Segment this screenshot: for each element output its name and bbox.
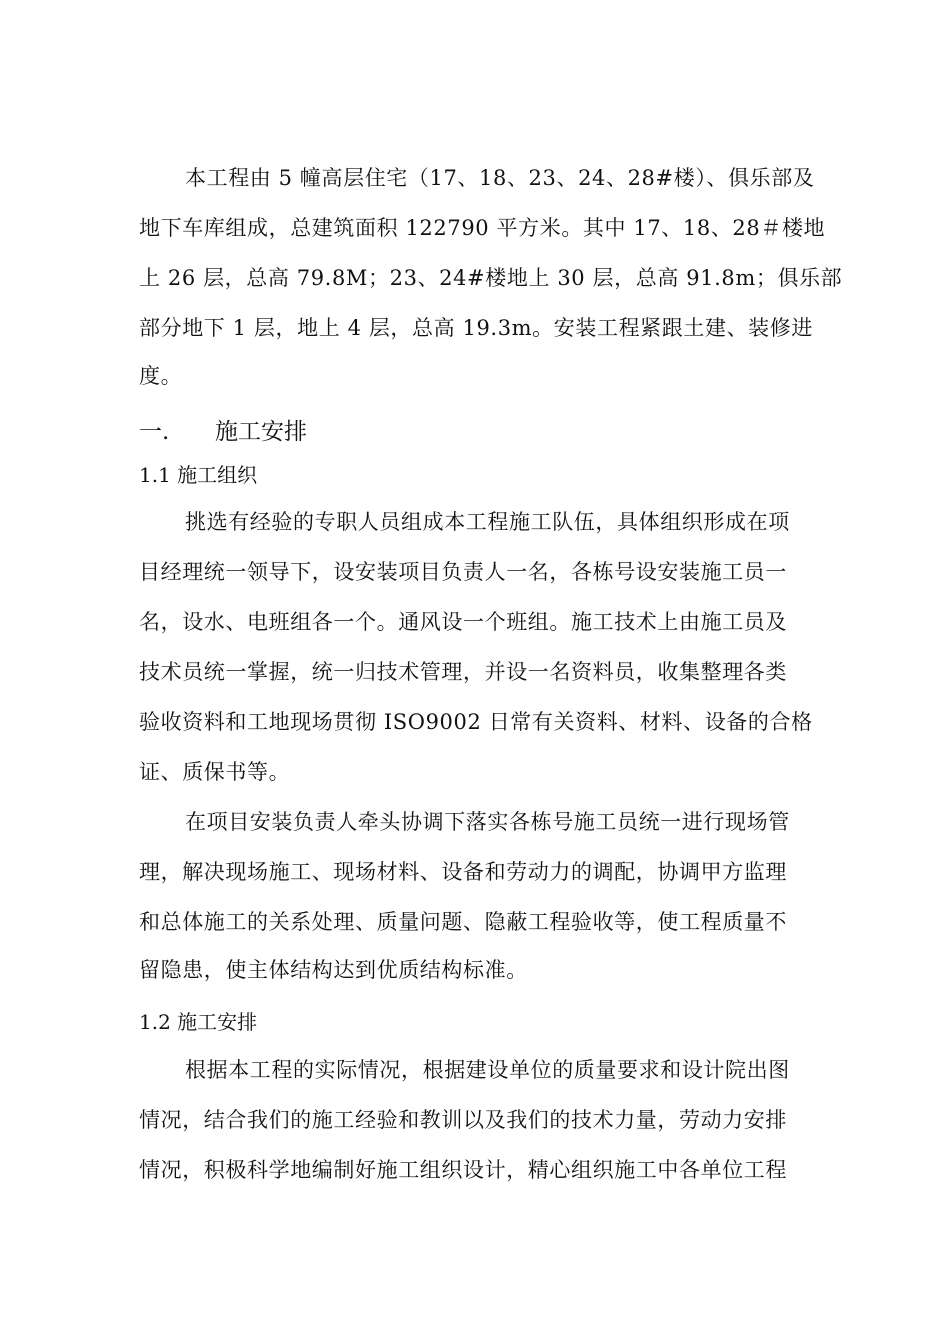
s11-p1-line-4: 技术员统一掌握，统一归技术管理，并设一名资料员，收集整理各类 — [139, 660, 787, 684]
s12-p1-line-3: 情况，积极科学地编制好施工组织设计，精心组织施工中各单位工程 — [139, 1158, 787, 1182]
s11-p2-line-4: 留隐患，使主体结构达到优质结构标准。 — [139, 958, 528, 982]
intro-line-1: 本工程由 5 幢高层住宅（17、18、23、24、28#楼）、俱乐部及 — [185, 166, 815, 190]
s11-p2-line-2: 理，解决现场施工、现场材料、设备和劳动力的调配，协调甲方监理 — [139, 860, 787, 884]
intro-line-5: 度。 — [139, 364, 183, 388]
intro-line-3: 上 26 层，总高 79.8M；23、24#楼地上 30 层，总高 91.8m；俱乐部 — [139, 266, 843, 290]
section-heading-1 — [139, 416, 307, 448]
s11-p1-line-3: 名，设水、电班组各一个。通风设一个班组。施工技术上由施工员及 — [139, 610, 787, 634]
section-title: 施工安排 — [215, 419, 307, 445]
s11-p1-line-5: 验收资料和工地现场贯彻 ISO9002 日常有关资料、材料、设备的合格 — [139, 710, 813, 734]
subsection-heading-1-1: 1.1 施工组织 — [139, 463, 258, 487]
s11-p2-line-1: 在项目安装负责人牵头协调下落实各栋号施工员统一进行现场管 — [185, 810, 790, 834]
s11-p1-line-1: 挑选有经验的专职人员组成本工程施工队伍，具体组织形成在项 — [185, 510, 790, 534]
s12-p1-line-1: 根据本工程的实际情况，根据建设单位的质量要求和设计院出图 — [185, 1058, 790, 1082]
s11-p1-line-6: 证、质保书等。 — [139, 760, 291, 784]
s11-p1-line-2: 目经理统一领导下，设安装项目负责人一名，各栋号设安装施工员一 — [139, 560, 787, 584]
s12-p1-line-2: 情况，结合我们的施工经验和教训以及我们的技术力量，劳动力安排 — [139, 1108, 787, 1132]
section-number: 一. — [139, 419, 170, 445]
intro-line-2: 地下车库组成，总建筑面积 122790 平方米。其中 17、18、28＃楼地 — [139, 216, 826, 240]
intro-line-4: 部分地下 1 层，地上 4 层，总高 19.3m。安装工程紧跟土建、装修进 — [139, 316, 813, 340]
subsection-heading-1-2: 1.2 施工安排 — [139, 1010, 258, 1034]
s11-p2-line-3: 和总体施工的关系处理、质量问题、隐蔽工程验收等，使工程质量不 — [139, 910, 787, 934]
